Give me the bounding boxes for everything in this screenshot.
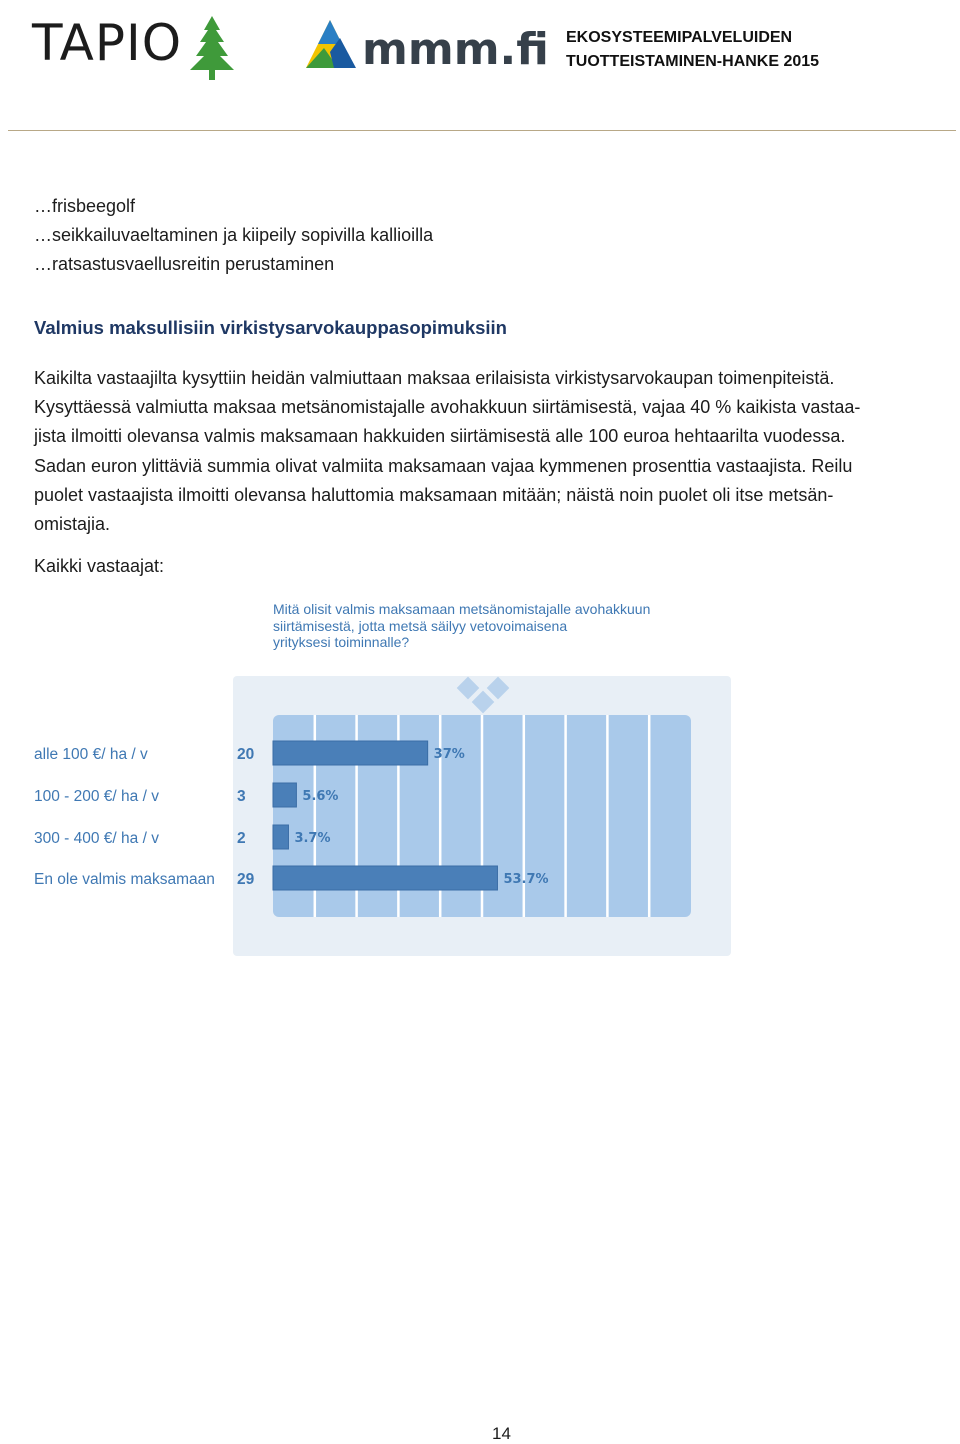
count-label: 2 [237,830,246,847]
section-heading: Valmius maksullisiin virkistysarvokauppasopimuksiin [34,317,507,338]
paragraph-line: omistajia. [34,514,111,535]
header-divider [8,130,956,131]
chart-question-line: yrityksesi toiminnalle? [273,634,410,650]
header-title [566,26,819,74]
chart-intro: Kaikki vastaajat: [34,556,165,576]
chart-question-line: Mitä olisit valmis maksamaan metsänomistajalle avohakkuun [273,601,651,617]
chart-question-line: siirtämisestä, jotta metsä säilyy vetovoimaisena [273,617,568,634]
survey-bar-chart [0,590,960,970]
paragraph-line: Sadan euron ylittäviä summia olivat valmiita maksamaan vajaa kymmenen prosenttia vastaajista. Reilu [34,455,853,476]
mmm-logo-text: mmm.fi [362,24,549,75]
body-paragraph [34,364,954,539]
list-item: …seikkailuvaeltaminen ja kiipeily sopivilla kallioilla [34,225,434,245]
chart-canvas [0,590,960,970]
page-header [0,0,960,132]
mmm-triangle-icon [304,18,364,74]
header-title-line1: EKOSYSTEEMIPALVELUIDEN [566,29,793,46]
bar [273,741,428,765]
count-label: 3 [237,788,246,805]
tapio-logo-text: TAPIO [32,14,183,72]
category-label: En ole valmis maksamaan [34,871,215,888]
category-label: alle 100 €/ ha / v [34,746,148,763]
tree-icon [190,12,262,82]
bar-value-label: 37% [433,747,465,762]
header-title-line2: TUOTTEISTAMINEN-HANKE 2015 [566,53,820,70]
category-label: 300 - 400 €/ ha / v [34,830,159,847]
list-item: …frisbeegolf [34,196,136,216]
list-item: …ratsastusvaellusreitin perustaminen [34,254,335,274]
tapio-logo [32,12,232,78]
paragraph-line: Kaikilta vastaajilta kysyttiin heidän valmiuttaan maksaa erilaisista virkistysarvokaupan toimenpiteistä. [34,368,835,388]
count-label: 29 [237,871,255,888]
paragraph-line: puolet vastaajista ilmoitti olevansa haluttomia maksamaan mitään; näistä noin puolet oli itse metsän- [34,484,834,505]
bar-value-label: 5.6% [302,789,339,804]
mmm-logo [304,18,549,75]
paragraph-line: Kysyttäessä valmiutta maksaa metsänomistajalle avohakkuun siirtämisestä, vajaa 40 % kaikista vastaa- [34,397,861,418]
bar [273,825,288,849]
paragraph-line: jista ilmoitti olevansa valmis maksamaan hakkuiden siirtämisestä alle 100 euroa hehtaarilta vuodessa. [34,426,846,447]
bar-value-label: 53.7% [503,872,549,887]
bar-value-label: 3.7% [294,831,331,846]
page-number: 14 [492,1424,511,1443]
bar [273,783,296,807]
bar [273,866,497,890]
category-label: 100 - 200 €/ ha / v [34,788,159,805]
count-label: 20 [237,746,255,763]
